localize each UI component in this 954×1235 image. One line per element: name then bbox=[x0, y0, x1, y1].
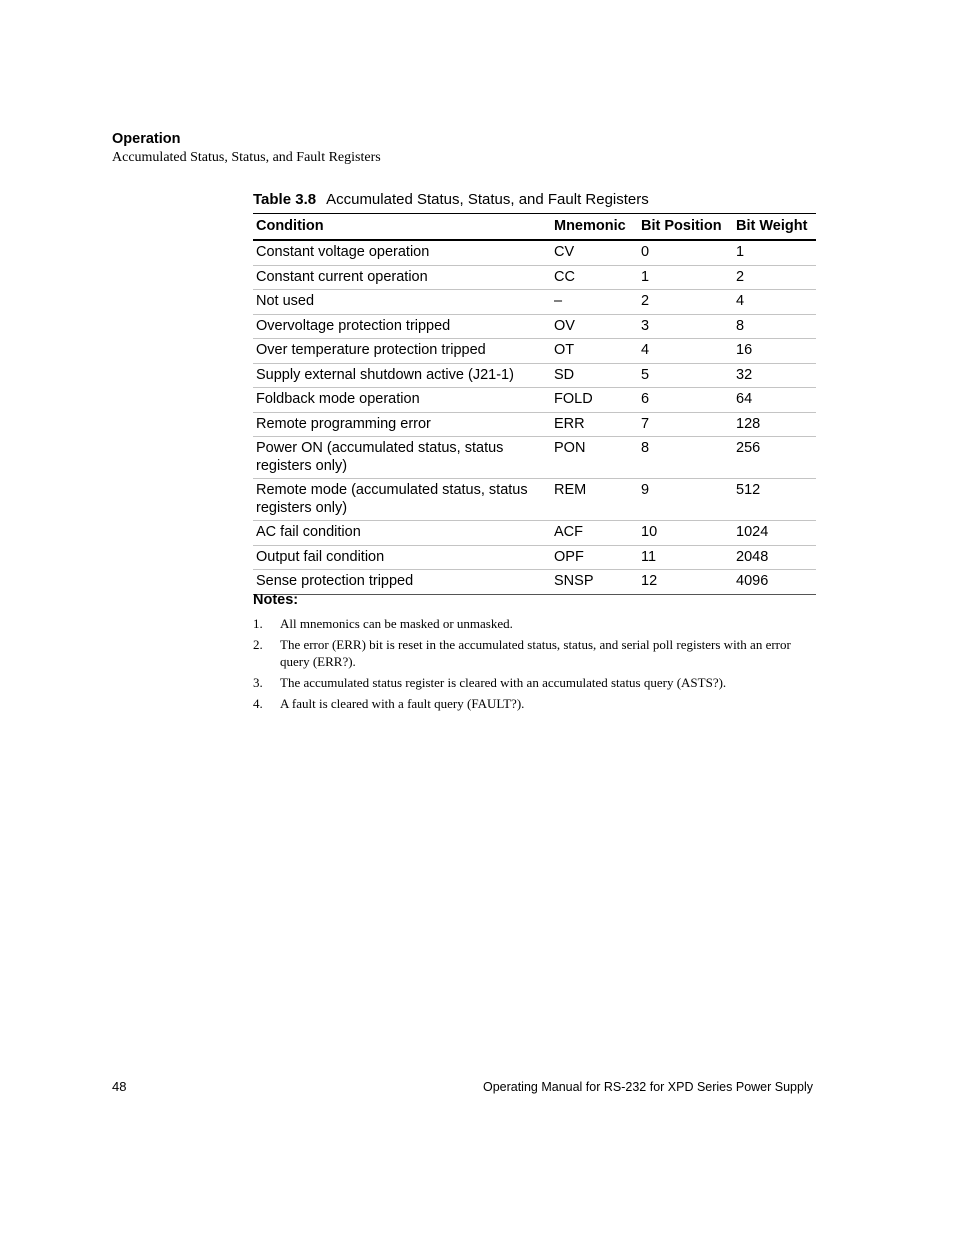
cell-condition: Supply external shutdown active (J21-1) bbox=[253, 363, 551, 388]
cell-mnemonic: ACF bbox=[551, 521, 638, 546]
cell-bit-position: 3 bbox=[638, 314, 733, 339]
register-table bbox=[253, 213, 816, 595]
cell-condition: Output fail condition bbox=[253, 545, 551, 570]
cell-condition: Over temperature protection tripped bbox=[253, 339, 551, 364]
table-row bbox=[253, 479, 816, 521]
table-row bbox=[253, 339, 816, 364]
note-number: 4. bbox=[253, 696, 263, 711]
note-item bbox=[253, 636, 813, 670]
cell-bit-position: 5 bbox=[638, 363, 733, 388]
table-row bbox=[253, 314, 816, 339]
table-row bbox=[253, 240, 816, 265]
cell-bit-position: 1 bbox=[638, 265, 733, 290]
cell-bit-position: 9 bbox=[638, 479, 733, 521]
table-header-row bbox=[253, 214, 816, 241]
notes-title: Notes: bbox=[253, 592, 299, 608]
cell-bit-weight: 16 bbox=[733, 339, 816, 364]
cell-bit-position: 12 bbox=[638, 570, 733, 595]
note-text: The accumulated status register is cleared with an accumulated status query (ASTS?). bbox=[280, 675, 727, 690]
table-row bbox=[253, 521, 816, 546]
cell-condition: Overvoltage protection tripped bbox=[253, 314, 551, 339]
cell-bit-weight: 64 bbox=[733, 388, 816, 413]
note-item bbox=[253, 695, 813, 712]
cell-bit-weight: 2 bbox=[733, 265, 816, 290]
cell-bit-weight: 4 bbox=[733, 290, 816, 315]
page-number: 48 bbox=[112, 1079, 127, 1094]
cell-condition: Constant voltage operation bbox=[253, 240, 551, 265]
cell-bit-weight: 2048 bbox=[733, 545, 816, 570]
cell-bit-weight: 256 bbox=[733, 437, 816, 479]
cell-condition: AC fail condition bbox=[253, 521, 551, 546]
cell-bit-position: 0 bbox=[638, 240, 733, 265]
table-row bbox=[253, 437, 816, 479]
note-number: 3. bbox=[253, 675, 263, 690]
note-text: All mnemonics can be masked or unmasked. bbox=[280, 616, 513, 631]
cell-bit-weight: 128 bbox=[733, 412, 816, 437]
cell-mnemonic: OT bbox=[551, 339, 638, 364]
cell-condition: Constant current operation bbox=[253, 265, 551, 290]
note-text: The error (ERR) bit is reset in the accumulated status, status, and serial poll registers with an error query (ERR?). bbox=[280, 637, 791, 669]
table-row bbox=[253, 570, 816, 595]
cell-mnemonic: FOLD bbox=[551, 388, 638, 413]
cell-condition: Remote mode (accumulated status, status registers only) bbox=[253, 479, 551, 521]
cell-mnemonic: PON bbox=[551, 437, 638, 479]
cell-mnemonic: REM bbox=[551, 479, 638, 521]
cell-mnemonic: ERR bbox=[551, 412, 638, 437]
cell-mnemonic: CV bbox=[551, 240, 638, 265]
cell-condition: Foldback mode operation bbox=[253, 388, 551, 413]
table-row bbox=[253, 265, 816, 290]
table-row bbox=[253, 290, 816, 315]
note-item bbox=[253, 615, 813, 632]
table-row bbox=[253, 363, 816, 388]
column-header-bit-position: Bit Position bbox=[638, 214, 733, 241]
cell-bit-position: 10 bbox=[638, 521, 733, 546]
cell-mnemonic: OV bbox=[551, 314, 638, 339]
cell-mnemonic: SD bbox=[551, 363, 638, 388]
table-row bbox=[253, 388, 816, 413]
cell-bit-weight: 8 bbox=[733, 314, 816, 339]
note-item bbox=[253, 674, 813, 691]
cell-bit-position: 8 bbox=[638, 437, 733, 479]
cell-bit-position: 6 bbox=[638, 388, 733, 413]
section-title: Operation bbox=[112, 131, 181, 147]
cell-bit-position: 2 bbox=[638, 290, 733, 315]
cell-bit-position: 11 bbox=[638, 545, 733, 570]
table-title: Accumulated Status, Status, and Fault Registers bbox=[326, 191, 649, 208]
cell-condition: Sense protection tripped bbox=[253, 570, 551, 595]
notes-list bbox=[253, 615, 813, 716]
cell-bit-weight: 512 bbox=[733, 479, 816, 521]
section-subtitle: Accumulated Status, Status, and Fault Registers bbox=[112, 150, 381, 165]
note-number: 1. bbox=[253, 616, 263, 631]
cell-bit-weight: 4096 bbox=[733, 570, 816, 595]
table-number: Table 3.8 bbox=[253, 191, 317, 208]
cell-condition: Not used bbox=[253, 290, 551, 315]
cell-bit-weight: 1024 bbox=[733, 521, 816, 546]
cell-condition: Power ON (accumulated status, status registers only) bbox=[253, 437, 551, 479]
cell-mnemonic: OPF bbox=[551, 545, 638, 570]
cell-bit-position: 4 bbox=[638, 339, 733, 364]
footer-manual-title: Operating Manual for RS-232 for XPD Series Power Supply bbox=[482, 1080, 813, 1094]
cell-bit-weight: 1 bbox=[733, 240, 816, 265]
note-number: 2. bbox=[253, 637, 263, 652]
cell-mnemonic: – bbox=[551, 290, 638, 315]
cell-mnemonic: CC bbox=[551, 265, 638, 290]
cell-mnemonic: SNSP bbox=[551, 570, 638, 595]
column-header-bit-weight: Bit Weight bbox=[733, 214, 816, 241]
column-header-condition: Condition bbox=[253, 214, 551, 241]
table-row bbox=[253, 412, 816, 437]
cell-bit-position: 7 bbox=[638, 412, 733, 437]
column-header-mnemonic: Mnemonic bbox=[551, 214, 638, 241]
note-text: A fault is cleared with a fault query (FAULT?). bbox=[280, 696, 525, 711]
table-caption bbox=[253, 191, 649, 208]
cell-condition: Remote programming error bbox=[253, 412, 551, 437]
cell-bit-weight: 32 bbox=[733, 363, 816, 388]
table-row bbox=[253, 545, 816, 570]
